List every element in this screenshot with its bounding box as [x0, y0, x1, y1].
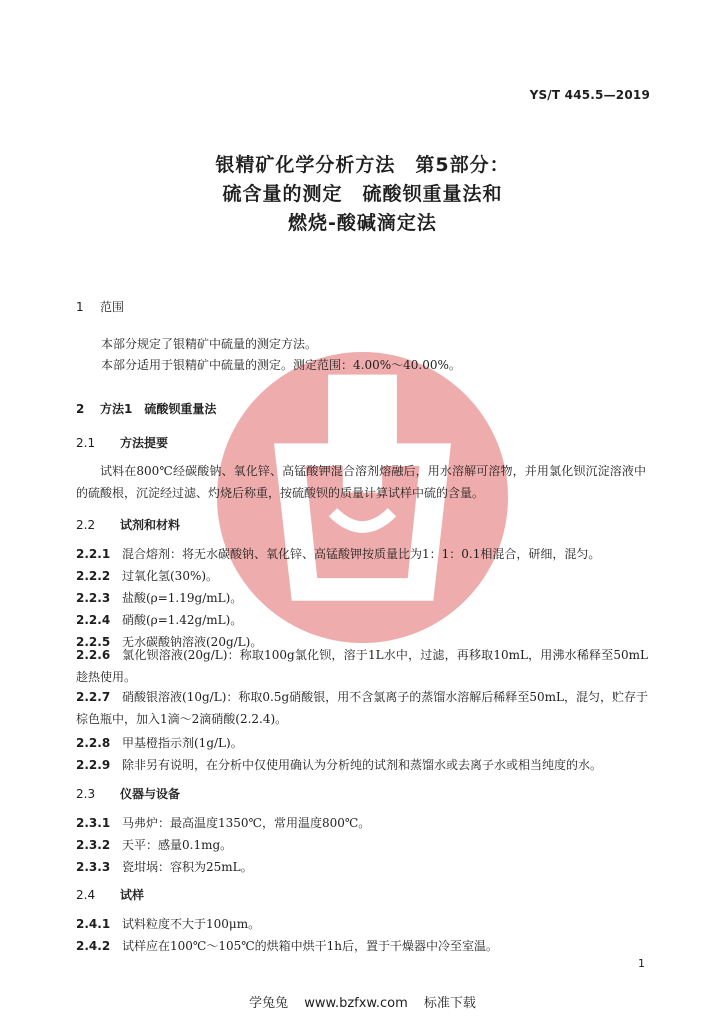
item-2-2-7: 2.2.7 硝酸银溶液(10g/L)：称取0.5g硝酸银，用不含氯离子的蒸馏水溶解后稀释至50mL，混匀，贮存于棕色瓶中，加入1滴～2滴硝酸(2.2.4)。	[76, 690, 648, 726]
footer-url[interactable]: www.bzfxw.com	[304, 996, 408, 1011]
page-number: 1	[638, 957, 645, 970]
section-1-para-2: 本部分适用于银精矿中硫量的测定。测定范围：4.00%～40.00%。	[101, 358, 461, 372]
item-2-3-2: 2.3.2 天平：感量0.1mg。	[76, 838, 233, 852]
item-2-2-3: 2.2.3 盐酸(ρ=1.19g/mL)。	[76, 591, 243, 605]
section-2-1-heading: 2.1 方法提要	[76, 436, 169, 450]
item-2-4-1: 2.4.1 试料粒度不大于100μm。	[76, 917, 261, 931]
title-line-2: 硫含量的测定 硫酸钡重量法和	[222, 183, 503, 205]
section-2-heading: 2 方法1 硫酸钡重量法	[76, 402, 217, 416]
item-2-2-8: 2.2.8 甲基橙指示剂(1g/L)。	[76, 736, 243, 750]
item-2-2-6: 2.2.6 氯化钡溶液(20g/L)：称取100g氯化钡，溶于1L水中，过滤，再移取10mL，用沸水稀释至50mL趁热使用。	[76, 648, 648, 684]
title-line-1: 银精矿化学分析方法 第5部分：	[215, 154, 510, 176]
item-2-2-9: 2.2.9 除非另有说明，在分析中仅使用确认为分析纯的试剂和蒸馏水或去离子水或相当纯度的水。	[76, 758, 603, 772]
footer-slogan: 标准下载	[423, 996, 476, 1011]
item-2-4-2: 2.4.2 试样应在100℃～105℃的烘箱中烘干1h后，置于干燥器中冷至室温。	[76, 939, 499, 953]
standard-code: YS/T 445.5—2019	[529, 88, 650, 102]
footer-site-name: 学兔兔	[249, 996, 289, 1011]
section-2-2-heading: 2.2 试剂和材料	[76, 518, 181, 532]
item-2-2-4: 2.2.4 硝酸(ρ=1.42g/mL)。	[76, 613, 243, 627]
title-line-3: 燃烧-酸碱滴定法	[288, 212, 437, 234]
section-2-4-heading: 2.4 试样	[76, 888, 145, 902]
section-1-para-1: 本部分规定了银精矿中硫量的测定方法。	[101, 337, 318, 351]
item-2-2-5: 2.2.5 无水碳酸钠溶液(20g/L)。	[76, 635, 263, 649]
section-2-3-heading: 2.3 仪器与设备	[76, 787, 181, 801]
item-2-3-3: 2.3.3 瓷坩埚：容积为25mL。	[76, 860, 253, 874]
section-1-heading: 1 范围	[76, 300, 125, 314]
item-2-3-1: 2.3.1 马弗炉：最高温度1350℃，常用温度800℃。	[76, 816, 371, 830]
item-2-2-2: 2.2.2 过氧化氢(30%)。	[76, 569, 219, 583]
section-2-1-para: 试料在800℃经碳酸钠、氧化锌、高锰酸钾混合溶剂熔融后，用水溶解可溶物，并用氯化钡沉淀溶液中的硫酸根，沉淀经过滤、灼烧后称重，按硫酸钡的质量计算试样中硫的含量。	[76, 464, 646, 500]
item-2-2-1: 2.2.1 混合熔剂：将无水碳酸钠、氧化锌、高锰酸钾按质量比为1：1：0.1相混合，研细，混匀。	[76, 547, 601, 561]
footer	[0, 992, 725, 1011]
